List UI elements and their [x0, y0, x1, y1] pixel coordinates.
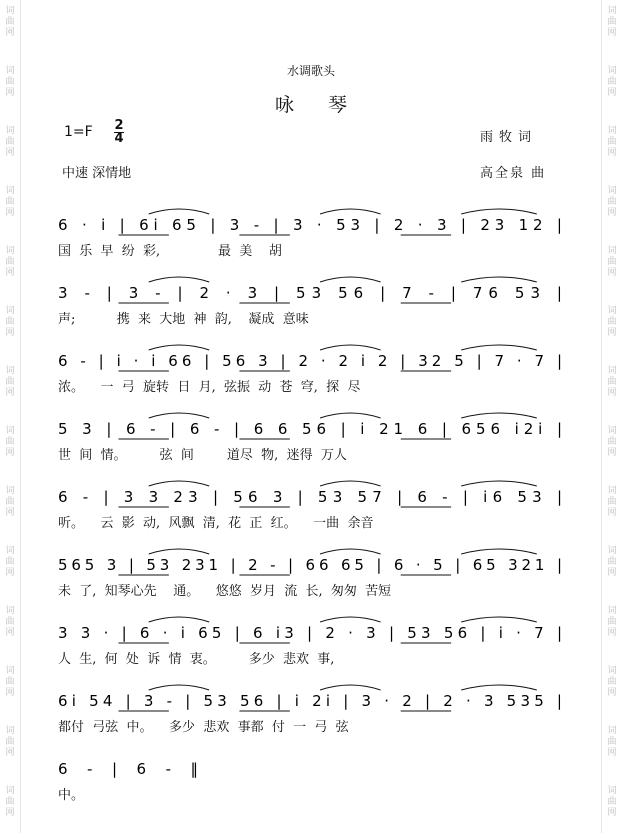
watermark-text: 词 曲 网	[607, 426, 617, 458]
watermark-text: 词 曲 网	[5, 726, 15, 758]
watermark-text: 词 曲 网	[5, 666, 15, 698]
watermark-text: 词 曲 网	[607, 726, 617, 758]
slur-mark	[149, 345, 209, 350]
watermark-text: 词 曲 网	[607, 126, 617, 158]
lyric-line: 世 间 情。 弦 间 道尽 物, 迷得 万人	[58, 448, 347, 463]
watermark-text: 词 曲 网	[5, 546, 15, 578]
slur-mark	[149, 617, 209, 622]
notation-line: 6 - | 3 3 23 | 56 3 | 53 57 | 6 - | i6 53 |	[58, 488, 563, 506]
notation-line: 5 3 | 6 - | 6 - | 6 6 56 | i 21 6 | 656 i2i |	[58, 420, 562, 438]
watermark-text: 词 曲 网	[5, 306, 15, 338]
slur-mark	[320, 481, 380, 486]
slur-mark	[461, 685, 537, 690]
lyric-line: 都付 弓弦 中。 多少 悲欢 事都 付 一 弓 弦	[58, 720, 349, 735]
lyric-line: 声; 携 来 大地 神 韵, 凝成 意味	[58, 312, 309, 327]
time-signature-bottom: 4	[114, 131, 124, 146]
lyric-line: 听。 云 影 动, 风飘 清, 花 正 红。 一曲 余音	[58, 516, 374, 531]
watermark-text: 词 曲 网	[607, 666, 617, 698]
notation-line: 3 - | 3 - | 2 · 3 | 53 56 | 7 - | 76 53 |	[58, 284, 562, 302]
notation-line: 6 · i | 6i 65 | 3 - | 3 · 53 | 2 · 3 | 23 12 |	[58, 216, 562, 234]
slur-mark	[461, 549, 537, 554]
watermark-text: 词 曲 网	[5, 126, 15, 158]
notation-line: 565 3 | 53 231 | 2 - | 66 65 | 6 · 5 | 65 321 |	[58, 556, 562, 574]
slur-mark	[149, 549, 209, 554]
slur-mark	[461, 413, 537, 418]
song-title: 咏琴	[274, 94, 381, 116]
time-signature-top: 2	[114, 118, 124, 133]
lyric-line: 浓。 一 弓 旋转 日 月, 弦振 动 苍 穹, 探 尽	[58, 380, 361, 395]
watermark-text: 词 曲 网	[607, 66, 617, 98]
watermark-text: 词 曲 网	[5, 786, 15, 818]
slur-mark	[320, 549, 380, 554]
slur-mark	[461, 345, 537, 350]
lyricist-credit: 雨牧词	[480, 130, 538, 145]
watermark-text: 词 曲 网	[5, 186, 15, 218]
key-signature: 1=F	[64, 124, 93, 140]
watermark-text: 词 曲 网	[607, 246, 617, 278]
slur-mark	[149, 685, 209, 690]
slur-mark	[149, 413, 209, 418]
tempo-marking: 中速 深情地	[62, 166, 132, 181]
lyric-line: 中。	[58, 788, 85, 803]
slur-mark	[461, 617, 537, 622]
slur-mark	[320, 413, 380, 418]
slur-mark	[149, 277, 209, 282]
lyric-line: 人 生, 何 处 诉 情 衷。 多少 悲欢 事,	[58, 652, 335, 667]
slur-mark	[149, 209, 209, 214]
watermark-text: 词 曲 网	[607, 606, 617, 638]
watermark-text: 词 曲 网	[607, 6, 617, 38]
slur-mark	[149, 481, 209, 486]
slur-mark	[461, 209, 537, 214]
watermark-text: 词 曲 网	[5, 366, 15, 398]
slur-mark	[461, 481, 537, 486]
lyric-line: 国 乐 早 纷 彩, 最 美 胡	[58, 244, 282, 259]
watermark-text: 词 曲 网	[5, 246, 15, 278]
watermark-text: 词 曲 网	[607, 366, 617, 398]
slur-mark	[461, 277, 537, 282]
watermark-text: 词 曲 网	[607, 486, 617, 518]
watermark-text: 词 曲 网	[607, 306, 617, 338]
watermark-text: 词 曲 网	[5, 426, 15, 458]
watermark-text: 词 曲 网	[5, 606, 15, 638]
song-subtitle: 水调歌头	[286, 64, 335, 78]
notation-line: 6 - | i · i 66 | 56 3 | 2 · 2 i 2 | 32 5 | 7 · 7 |	[58, 352, 563, 370]
slur-mark	[320, 685, 380, 690]
slur-mark	[320, 345, 380, 350]
watermark-text: 词 曲 网	[607, 546, 617, 578]
watermark-text: 词 曲 网	[5, 486, 15, 518]
watermark-text: 词 曲 网	[5, 66, 15, 98]
composer-credit: 高全泉 曲	[480, 166, 547, 181]
notation-line: 6i 54 | 3 - | 53 56 | i 2i | 3 · 2 | 2 · 3 535 |	[58, 692, 562, 710]
notation-line: 3 3 · | 6 · i 65 | 6 i3 | 2 · 3 | 53 56 | i · 7 |	[58, 624, 563, 642]
watermark-text: 词 曲 网	[5, 6, 15, 38]
lyric-line: 未 了, 知琴心先 通。 悠悠 岁月 流 长, 匆匆 苦短	[58, 584, 392, 599]
notation-line: 6 - | 6 - ‖	[58, 760, 198, 778]
watermark-text: 词 曲 网	[607, 786, 617, 818]
slur-mark	[320, 277, 380, 282]
slur-mark	[320, 617, 380, 622]
watermark-text: 词 曲 网	[607, 186, 617, 218]
slur-mark	[320, 209, 380, 214]
